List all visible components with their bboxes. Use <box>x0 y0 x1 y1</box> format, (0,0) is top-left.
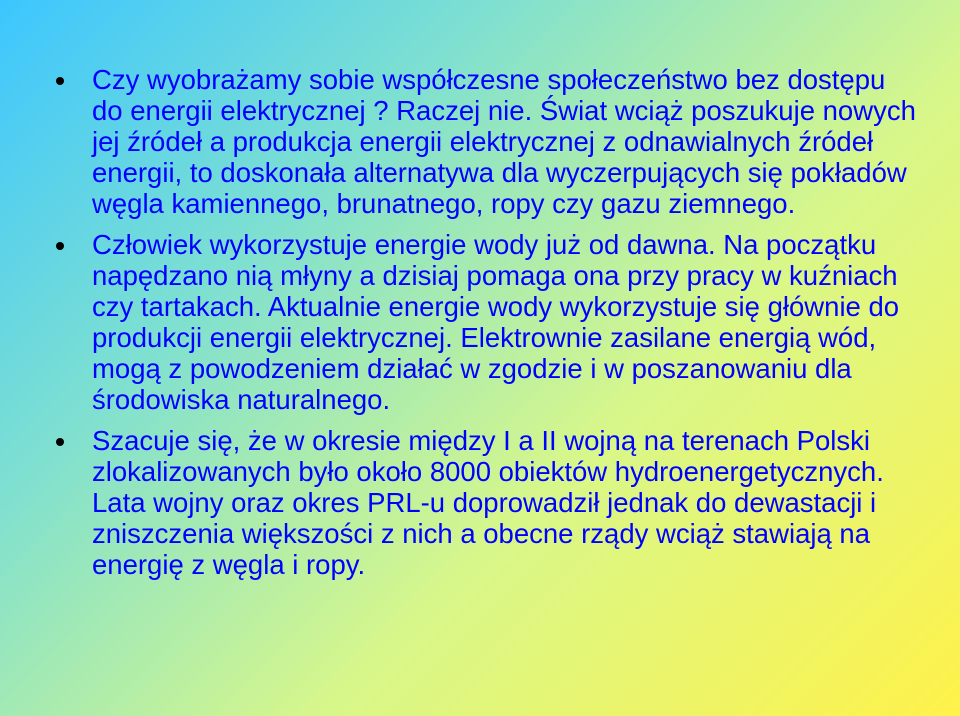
bullet-text: Czy wyobrażamy sobie współczesne społeczeństwo bez dostępu do energii elektrycznej ? Raczej nie. Świat wciąż poszukuje nowych jej źródeł a produkcja energii elektrycznej z odnawialnych źródeł energii, to doskonała alternatywa dla wyczerpujących się pokładów węgla kamiennego, brunatnego, ropy czy gazu ziemnego. <box>92 64 916 219</box>
bullet-item <box>56 64 916 219</box>
bullet-item <box>56 229 916 415</box>
bullet-dot-icon <box>56 242 64 250</box>
bullet-list <box>56 64 916 590</box>
bullet-dot-icon <box>56 438 64 446</box>
bullet-text: Człowiek wykorzystuje energie wody już od dawna. Na początku napędzano nią młyny a dzisiaj pomaga ona przy pracy w kuźniach czy tartakach. Aktualnie energie wody wykorzystuje się głównie do produkcji energii elektrycznej. Elektrownie zasilane energią wód, mogą z powodzeniem działać w zgodzie i w poszanowaniu dla środowiska naturalnego. <box>92 229 900 415</box>
bullet-text: Szacuje się, że w okresie między I a II wojną na terenach Polski zlokalizowanych było około 8000 obiektów hydroenergetycznych. Lata wojny oraz okres PRL-u doprowadził jednak do dewastacji i zniszczenia większości z nich a obecne rządy wciąż stawiają na energię z węgla i ropy. <box>92 425 884 580</box>
bullet-dot-icon <box>56 77 64 85</box>
bullet-item <box>56 425 916 580</box>
